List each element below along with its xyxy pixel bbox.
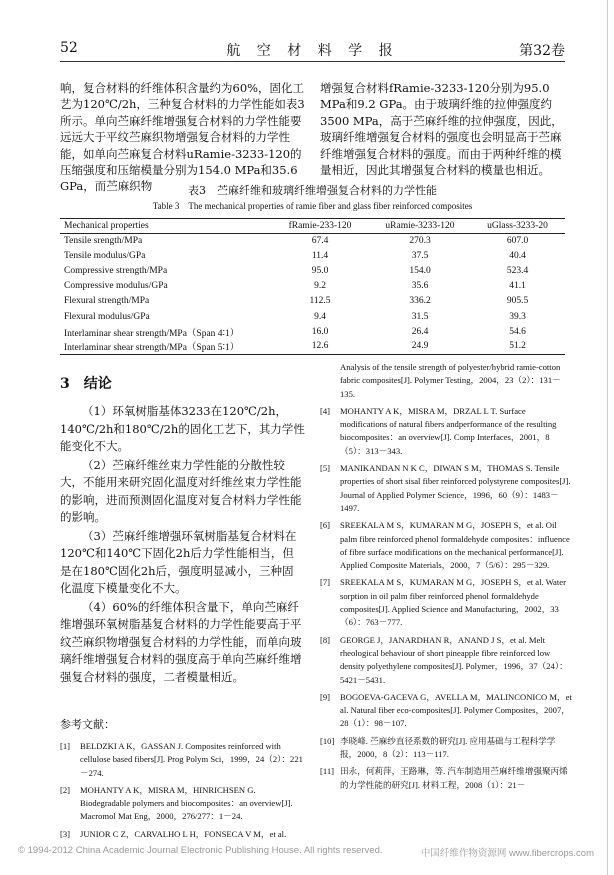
references-heading: 参考文献： — [60, 718, 115, 731]
table-header-row — [60, 219, 565, 234]
table-cell: 12.6 — [270, 339, 370, 354]
copyright-footer: © 1994-2012 China Academic Journal Electronic Publishing House. All rights reserved. — [18, 845, 383, 856]
reference-number: [11] — [320, 766, 334, 777]
page-number: 52 — [60, 40, 78, 56]
table-cell: 905.5 — [506, 296, 529, 307]
table-cell: 16.0 — [311, 326, 329, 337]
volume-label: 第32卷 — [519, 43, 565, 59]
table-caption-chinese: 表3 苎麻纤维和玻璃纤维增强复合材料的力学性能 — [188, 184, 437, 197]
table-caption-english: Table 3 The mechanical properties of ramie fiber and glass fiber reinforced composites — [152, 201, 473, 211]
table-row — [60, 264, 565, 279]
table-cell: 523.4 — [506, 266, 529, 277]
table-cell: 67.4 — [311, 236, 329, 247]
table-cell: Tensile srength/MPa — [64, 236, 143, 247]
reference-number: [3] — [60, 828, 71, 839]
reference-text: BELDZKI A K，GASSAN J. Composites reinforced with cellulose based fibers[J]. Prog Polym Sci，1999，24（2）：221－274. — [80, 741, 303, 778]
table-cell: 24.9 — [370, 339, 470, 354]
section-heading-conclusions: 3 结论 — [60, 376, 112, 392]
body-paragraph-left: 响，复合材料的纤维体积含量约为60%，固化工艺为120℃/2h，三种复合材料的力学性能如表3所示。单向苎麻纤维增强复合材料的力学性能要远远大于平纹苎麻织物增强复合材料的力学性能，如单向苎麻复合材料uRamie-3233-120的压缩强度和压缩模量分别为154.0 MPa和35.6 GPa，而苎麻织物 — [60, 81, 305, 194]
reference-item — [320, 634, 572, 687]
table-cell: 41.1 — [509, 281, 526, 292]
reference-number: [2] — [60, 784, 71, 795]
reference-number: [7] — [320, 577, 331, 588]
running-header — [60, 40, 565, 62]
table-row — [60, 309, 565, 324]
table-cell: 154.0 — [409, 266, 431, 277]
conclusion-item: （1）环氧树脂基体3233在120℃/2h，140℃/2h和180℃/2h的固化工艺下，其力学性能变化不大。 — [60, 404, 305, 453]
reference-list-right — [320, 361, 572, 796]
reference-number: [8] — [320, 634, 331, 645]
table-cell: 9.2 — [314, 281, 326, 292]
table-cell: 336.2 — [409, 296, 431, 307]
conclusions-body — [60, 403, 305, 687]
reference-number: [6] — [320, 520, 331, 531]
table-header-cell: uRamie-3233-120 — [370, 219, 470, 234]
table-cell: 39.3 — [509, 311, 526, 322]
table-cell: Interlaminar shear strength/MPa（Span 5∶1） — [60, 339, 270, 354]
table-cell: 31.5 — [411, 311, 429, 322]
reference-item — [60, 784, 305, 824]
table-cell: 40.4 — [509, 251, 526, 262]
table-cell: 9.4 — [314, 311, 326, 322]
reference-number: [10] — [320, 735, 335, 746]
reference-text: SREEKALA M S，KUMARAN M G，JOSEPH S，et al. Water sorption in oil palm fiber reinforced phenol formaldehyde composites[J]. Applied Science and Manufacturing，2002，33（6）：763－777. — [340, 577, 566, 628]
conclusion-item: （2）苎麻纤维丝束力学性能的分散性较大，不能用来研究固化温度对纤维丝束力学性能的影响，进而预测固化温度对复合材料力学性能的影响。 — [60, 457, 302, 524]
watermark-site: 中国纤维作物资源网 www.fibercrops.com — [420, 848, 594, 859]
reference-number: [4] — [320, 405, 331, 416]
reference-item — [60, 828, 305, 841]
reference-item — [320, 691, 572, 731]
table-cell: 95.0 — [311, 266, 329, 277]
reference-item — [60, 740, 305, 780]
table-cell: 11.4 — [311, 251, 329, 262]
table-cell: Compressive strength/MPa — [64, 266, 168, 277]
table-cell: 270.3 — [409, 236, 431, 247]
table-cell: 112.5 — [309, 296, 331, 307]
table-header-cell: Mechanical properties — [60, 219, 270, 234]
table-row — [60, 339, 565, 354]
conclusion-item: （3）苎麻纤维增强环氧树脂基复合材料在120℃和140℃下固化2h后力学性能相当，但是在180℃固化2h后，强度明显减小，三种固化温度下模量变化不大。 — [60, 528, 297, 595]
table-row — [60, 294, 565, 309]
table-cell: 54.6 — [509, 326, 526, 337]
reference-text: SREEKALA M S，KUMARAN M G，JOSEPH S，et al. Oil palm fibre reinforced phenol formaldehyde composites：influence of fibre surface modifications on the mechanical performance[J]. Applied Composite Materials，2000，7（5/6）：295－329. — [340, 520, 570, 571]
reference-list-left — [60, 740, 305, 845]
table-cell: 37.5 — [411, 251, 429, 262]
table-header-cell: uGlass-3233-20 — [470, 219, 565, 234]
table-cell: 26.4 — [411, 326, 429, 337]
reference-item — [320, 576, 572, 629]
table-row — [60, 234, 565, 249]
reference-text: MOHANTY A K，MISRA M，DRZAL L T. Surface modifications of natural fibers andperformance of the resulting biocomposites：an overview[J]. Comp Interfaces，2001，8（5）：313－343. — [340, 405, 557, 456]
reference-number: [5] — [320, 463, 331, 474]
conclusion-item: （4）60%的纤维体积含量下，单向苎麻纤维增强环氧树脂基复合材料的力学性能要高于平纹苎麻织物增强复合材料的力学性能，而单向玻璃纤维增强复合材料的强度高于单向苎麻纤维增强复合材料的强度，二者模量相近。 — [60, 599, 302, 684]
table-row — [60, 279, 565, 294]
reference-text: 田永，何莉萍，王路琳，等. 汽车制造用苎麻纤维增强聚丙烯的力学性能的研究[J]. 材料工程，2008（1）：21－ — [340, 766, 568, 790]
table-header-cell: fRamie-233-120 — [270, 219, 370, 234]
reference-item — [320, 405, 572, 458]
reference-text: JUNIOR C Z，CARVALHO L H，FONSECA V M，et al. — [80, 828, 287, 839]
reference-text: MANIKANDAN N K C，DIWAN S M，THOMAS S. Tensile properties of short sisal fiber reinforced polystyrene composites[J]. Journal of Applied Polymer Science，1996，60（9）：1483－1497. — [340, 463, 571, 513]
table-cell: 35.6 — [411, 281, 429, 292]
reference-text: GEORGE J，JANARDHAN R，ANAND J S，et al. Melt rheological behaviour of short pineapple fibre reinforced low density polyethylene composites[J]. Polymer，1996，37（24）：5421－5431. — [340, 634, 568, 685]
reference-text: BOGOEVA-GACEVA G，AVELLA M，MALINCONICO M，et al. Natural fiber eco-composites[J]. Polymer Composites，2007，28（1）：98－107. — [340, 691, 572, 729]
reference-continuation: Analysis of the tensile strength of polyester/hybrid ramie-cotton fabric composites[J]. Polymer Testing，2004，23（2）：131－135. — [340, 362, 561, 399]
table-cell: Tensile modulus/GPa — [64, 251, 146, 262]
reference-number: [9] — [320, 691, 331, 702]
table-row — [60, 324, 565, 339]
reference-item — [320, 735, 572, 762]
table-cell: Flexural modulus/GPa — [64, 311, 150, 322]
reference-item — [320, 462, 572, 515]
journal-title: 航 空 材 料 学 报 — [226, 43, 399, 59]
table-cell: Compressive modulus/GPa — [64, 281, 168, 292]
table-cell: 607.0 — [506, 236, 529, 247]
reference-item — [320, 765, 572, 792]
table-row — [60, 249, 565, 264]
page-edge-rule — [607, 0, 608, 875]
reference-text: MOHANTY A K，MISRA M，HINRICHSEN G. Biodegradable polymers and biocomposites：an overview[J]. Macromol Mat Eng，2000，276/277：1－24. — [80, 784, 293, 822]
reference-text: 李晓峰. 苎麻纱直径系数的研究[J]. 应用基础与工程科学学报，2000，8（2）：113－117. — [340, 735, 556, 760]
body-paragraph-right: 增强复合材料fRamie-3233-120分别为95.0 MPa和9.2 GPa。由于玻璃纤维的拉伸强度约3500 MPa，高于苎麻纤维的拉伸强度，因此，玻璃纤维增强复合材料的强度也会明显高于苎麻纤维增强复合材料的强度。而由于两种纤维的模量相近，因此其增强复合材料的模量也相近。 — [320, 81, 563, 178]
table-cell: 51.2 — [470, 339, 565, 354]
mechanical-properties-table — [60, 218, 565, 355]
table-cell: Interlaminar shear strength/MPa（Span 4∶1） — [64, 328, 240, 339]
reference-item — [320, 519, 572, 572]
reference-number: [1] — [60, 741, 71, 751]
table-cell: Flexural strength/MPa — [64, 296, 150, 307]
